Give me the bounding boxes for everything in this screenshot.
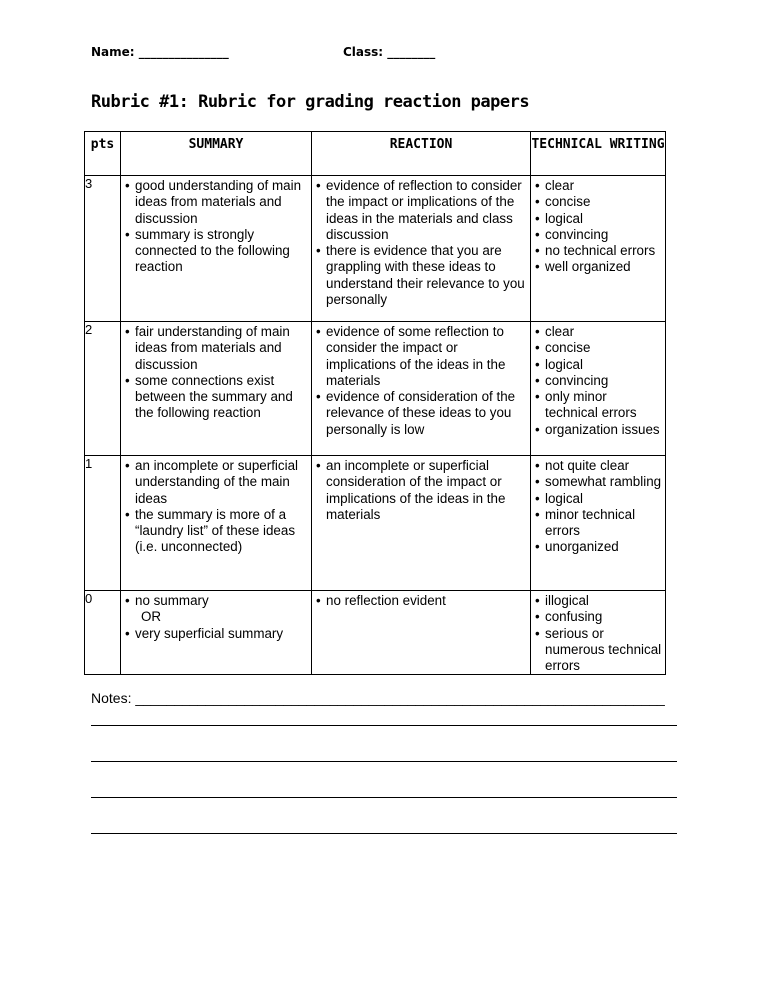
summary-cell (121, 591, 312, 675)
list-item: • minor technical errors (531, 507, 663, 540)
summary-cell (121, 322, 312, 456)
list-item: • very superficial summary (121, 626, 309, 642)
table-row (85, 456, 666, 591)
list-item: • fair understanding of main ideas from materials and discussion (121, 324, 309, 373)
rubric-table (84, 131, 666, 675)
list-item: • convincing (531, 373, 663, 389)
list-item: • there is evidence that you are grappling with these ideas to understand their relevance to you personally (312, 243, 528, 308)
or-label: OR (141, 609, 162, 625)
summary-cell (121, 176, 312, 322)
class-field-label: Class: ________ (343, 45, 436, 59)
list-item: • evidence of some reflection to consider the impact or implications of the ideas in the materials (312, 324, 528, 389)
points-cell: 1 (85, 456, 121, 591)
column-header-summary: SUMMARY (121, 132, 312, 176)
table-header-row (85, 132, 666, 176)
points-cell: 3 (85, 176, 121, 322)
list-item: • convincing (531, 227, 663, 243)
notes-label: Notes: ____________________________________________________________________ (91, 690, 665, 706)
list-item: • organization issues (531, 422, 663, 438)
list-item: • some connections exist between the summary and the following reaction (121, 373, 309, 422)
points-cell: 0 (85, 591, 121, 675)
reaction-cell (312, 456, 531, 591)
list-item: • clear (531, 178, 663, 194)
reaction-cell (312, 322, 531, 456)
column-header-reaction: REACTION (312, 132, 531, 176)
list-item: • evidence of consideration of the relevance of these ideas to you personally is low (312, 389, 528, 438)
list-item: • concise (531, 340, 663, 356)
table-row (85, 176, 666, 322)
table-row (85, 322, 666, 456)
notes-line (91, 761, 677, 762)
summary-cell (121, 456, 312, 591)
reaction-cell (312, 591, 531, 675)
list-item: • an incomplete or superficial consideration of the impact or implications of the ideas in the materials (312, 458, 528, 523)
column-header-pts: pts (85, 132, 121, 176)
table-row (85, 591, 666, 675)
list-item: • illogical (531, 593, 663, 609)
technical-writing-cell (531, 322, 666, 456)
list-item: • unorganized (531, 539, 663, 555)
list-item: • logical (531, 357, 663, 373)
technical-writing-cell (531, 591, 666, 675)
list-item: • confusing (531, 609, 663, 625)
reaction-cell (312, 176, 531, 322)
technical-writing-cell (531, 456, 666, 591)
list-item: • no technical errors (531, 243, 663, 259)
list-item: • the summary is more of a “laundry list” of these ideas (i.e. unconnected) (121, 507, 309, 556)
list-item: • clear (531, 324, 663, 340)
notes-line (91, 797, 677, 798)
list-item: • logical (531, 491, 663, 507)
list-item: • somewhat rambling (531, 474, 663, 490)
technical-writing-cell (531, 176, 666, 322)
list-item: • no summary (121, 593, 309, 609)
list-item: • logical (531, 211, 663, 227)
list-item: • an incomplete or superficial understanding of the main ideas (121, 458, 309, 507)
list-item: • good understanding of main ideas from materials and discussion (121, 178, 309, 227)
points-cell: 2 (85, 322, 121, 456)
list-item: • no reflection evident (312, 593, 528, 609)
column-header-technical-writing: TECHNICAL WRITING (531, 132, 666, 176)
list-item: • serious or numerous technical errors (531, 626, 663, 675)
list-item: • only minor technical errors (531, 389, 663, 422)
page-title: Rubric #1: Rubric for grading reaction papers (91, 92, 530, 112)
list-item: • well organized (531, 259, 663, 275)
name-field-label: Name: _______________ (91, 45, 229, 59)
notes-line (91, 833, 677, 834)
list-item: • not quite clear (531, 458, 663, 474)
list-item: • evidence of reflection to consider the impact or implications of the ideas in the materials and class discussion (312, 178, 528, 243)
list-item: • summary is strongly connected to the following reaction (121, 227, 309, 276)
list-item: • concise (531, 194, 663, 210)
notes-line (91, 725, 677, 726)
